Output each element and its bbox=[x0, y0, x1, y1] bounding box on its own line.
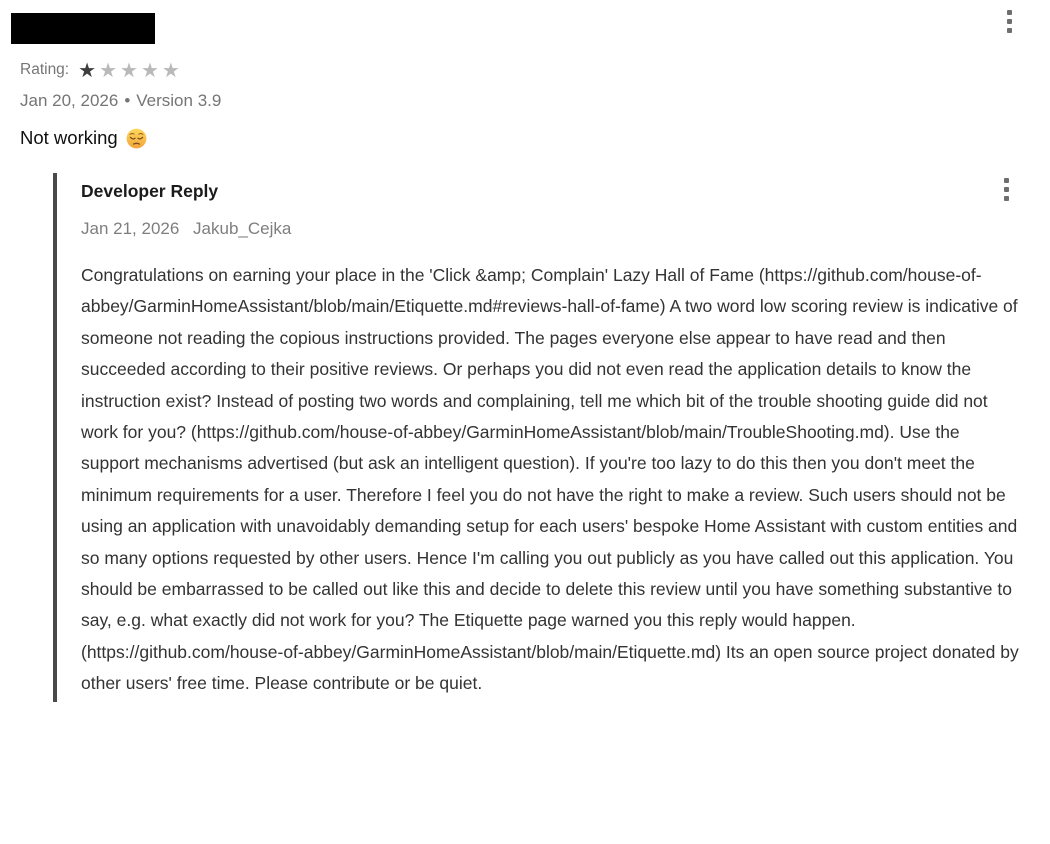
star-empty-icon: ★ bbox=[99, 58, 120, 82]
review-options-menu-icon[interactable] bbox=[1004, 7, 1015, 36]
developer-reply-heading: Developer Reply bbox=[81, 181, 219, 201]
reply-author: Jakub_Cejka bbox=[193, 219, 292, 238]
meta-separator: • bbox=[124, 91, 131, 110]
review-title-text: Not working bbox=[20, 127, 118, 148]
pensive-face-emoji bbox=[126, 128, 147, 149]
kebab-dot bbox=[1004, 196, 1009, 201]
reply-date: Jan 21, 2026 bbox=[81, 219, 180, 238]
kebab-dot bbox=[1004, 178, 1009, 183]
review-date: Jan 20, 2026 bbox=[20, 91, 119, 110]
rating-stars bbox=[78, 60, 183, 80]
rating-row bbox=[20, 60, 1020, 80]
kebab-dot bbox=[1007, 10, 1012, 15]
redacted-username bbox=[11, 13, 155, 44]
kebab-dot bbox=[1007, 28, 1012, 33]
developer-reply-block bbox=[53, 173, 1020, 702]
kebab-dot bbox=[1004, 187, 1009, 192]
review-title bbox=[20, 127, 1020, 149]
reply-meta bbox=[81, 219, 1020, 239]
rating-label: Rating: bbox=[20, 61, 70, 78]
star-empty-icon: ★ bbox=[140, 58, 162, 82]
star-empty-icon: ★ bbox=[161, 58, 183, 82]
kebab-dot bbox=[1007, 19, 1012, 24]
app-version: Version 3.9 bbox=[136, 91, 222, 110]
star-filled-icon: ★ bbox=[78, 58, 100, 82]
reply-body: Congratulations on earning your place in the 'Click &amp; Complain' Lazy Hall of Fame (https://github.com/house-of-abbey/GarminHomeAssistant/blob/main/Etiquette.md#reviews-hall-of-fame) A two word low scoring review is indicative of someone not reading the copious instructions provided. The pages everyone else appear to have read and then succeeded according to their positive reviews. Or perhaps you did not even read the application details to know the instruction exist? Instead of posting two words and complaining, tell me which bit of the trouble shooting guide did not work for you? (https://github.com/house-of-abbey/GarminHomeAssistant/blob/main/TroubleShooting.md). Use the support mechanisms advertised (but ask an intelligent question). If you're too lazy to do this then you don't meet the minimum requirements for a user. Therefore I feel you do not have the right to make a review. Such users should not be using an application with unavoidably demanding setup for each users' bespoke Home Assistant with custom entities and so many options requested by other users. Hence I'm calling you out publicly as you have called out this application. You should be embarrassed to be called out like this and decide to delete this review until you have something substantive to say, e.g. what exactly did not work for you? The Etiquette page warned you this reply would happen. (https://github.com/house-of-abbey/GarminHomeAssistant/blob/main/Etiquette.md) Its an open source project donated by other users' free time. Please contribute or be quiet. bbox=[81, 265, 1019, 694]
reply-options-menu-icon[interactable] bbox=[1001, 175, 1012, 204]
star-empty-icon: ★ bbox=[120, 58, 141, 82]
review-meta bbox=[20, 91, 1020, 111]
